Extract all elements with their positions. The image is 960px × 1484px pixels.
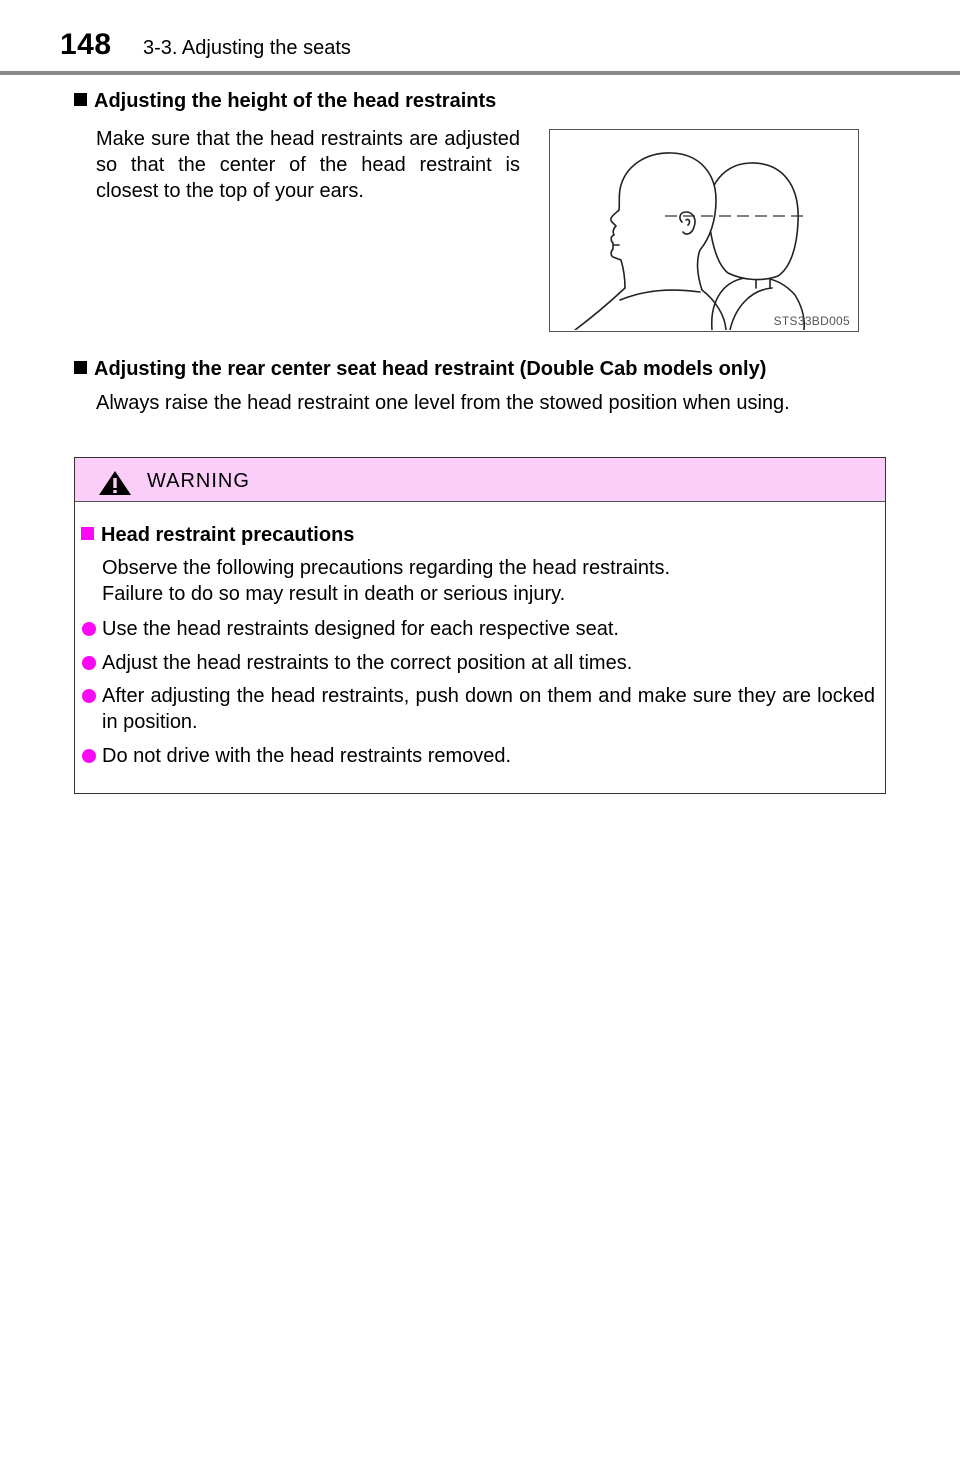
figure-code: STS33BD005 (773, 314, 850, 328)
circle-bullet-icon (82, 749, 96, 763)
warning-bullet-text: Use the head restraints designed for each respective seat. (102, 618, 619, 640)
warning-bullet-text: After adjusting the head restraints, push down on them and make sure they are locked in position. (102, 685, 875, 733)
header-rule (0, 71, 960, 75)
head-restraint-figure (549, 129, 859, 332)
section-heading-rear-center (74, 358, 766, 381)
section-title: 3-3. Adjusting the seats (143, 37, 351, 59)
square-bullet-icon (74, 361, 87, 374)
warning-intro-line2: Failure to do so may result in death or serious injury. (102, 583, 566, 605)
page-header (0, 0, 960, 76)
warning-box (74, 457, 886, 794)
square-bullet-icon (81, 527, 94, 540)
section-heading-height (74, 90, 496, 113)
warning-bullet (81, 743, 875, 769)
square-bullet-icon (74, 93, 87, 106)
warning-bullet (81, 650, 875, 676)
warning-title: WARNING (147, 470, 250, 492)
section-body-height: Make sure that the head restraints are adjusted so that the center of the head restraint is closest to the top of your ears. (96, 128, 520, 202)
warning-bullet (81, 683, 875, 735)
warning-bullet-text: Do not drive with the head restraints removed. (102, 745, 512, 767)
circle-bullet-icon (82, 656, 96, 670)
warning-heading-text: Head restraint precautions (101, 524, 355, 546)
section-heading-text: Adjusting the rear center seat head restraint (Double Cab models only) (94, 358, 767, 380)
page-number: 148 (60, 28, 112, 61)
warning-intro-line1: Observe the following precautions regarding the head restraints. (102, 557, 671, 579)
warning-header (75, 458, 885, 502)
head-restraint-illustration (550, 130, 857, 330)
section-body-rear-center: Always raise the head restraint one level from the stowed position when using. (96, 392, 790, 414)
warning-bullet (81, 616, 875, 642)
section-heading-text: Adjusting the height of the head restraints (94, 90, 497, 112)
circle-bullet-icon (82, 622, 96, 636)
circle-bullet-icon (82, 689, 96, 703)
warning-bullet-text: Adjust the head restraints to the correct position at all times. (102, 652, 633, 674)
warning-heading (81, 524, 354, 547)
warning-triangle-icon (98, 470, 132, 496)
